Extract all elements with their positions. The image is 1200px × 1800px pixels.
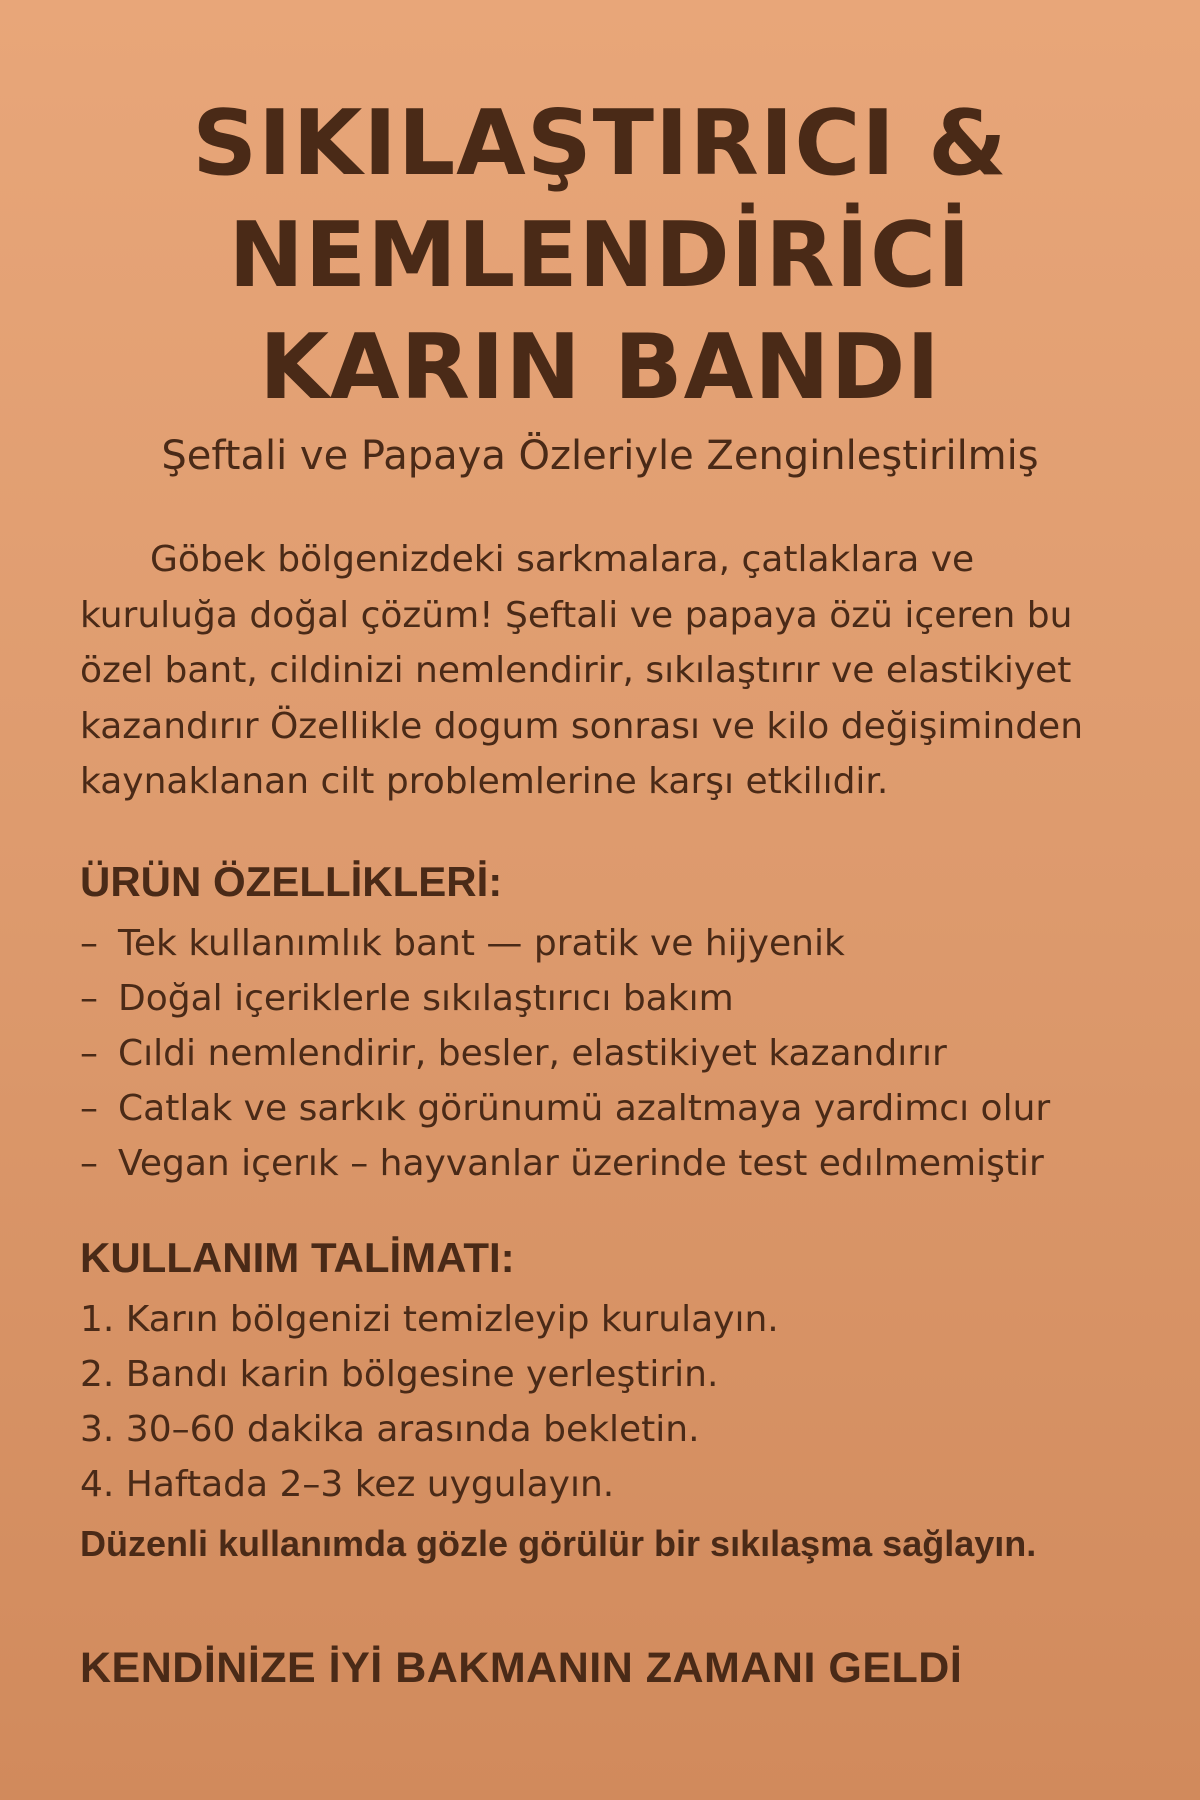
usage-step: 4. Haftada 2–3 kez uygulayın. xyxy=(80,1464,615,1505)
feature-item xyxy=(80,1136,1050,1191)
feature-item xyxy=(80,971,1050,1026)
bullet-dash: – xyxy=(80,1033,98,1074)
feature-text: Vegan içerık – hayvanlar üzerinde test edılmemiştir xyxy=(118,1143,1044,1184)
product-subtitle: Şeftali ve Papaya Özleriyle Zenginleştirilmiş xyxy=(161,433,1039,479)
feature-item xyxy=(80,1026,1050,1081)
product-description: Göbek bölgenizdeki sarkmalara, çatlaklara ve kuruluğa doğal çözüm! Şeftali ve papaya özü içeren bu özel bant, cildinizi nemlendirir, sıkılaştırır ve elastikiyet kazandırır Özellikle dogum sonrası ve kilo değişiminden kaynaklanan cilt problemlerine karşı etkilıdir. xyxy=(80,539,1084,802)
bullet-dash: – xyxy=(80,1143,98,1184)
feature-text: Tek kullanımlık bant — pratik ve hijyenik xyxy=(118,923,845,964)
usage-step: 1. Karın bölgenizi temizleyip kurulayın. xyxy=(80,1299,779,1340)
product-title-line-3: KARIN BANDI xyxy=(259,315,941,420)
features-heading: ÜRÜN ÖZELLİKLERİ: xyxy=(80,858,503,905)
feature-text: Cıldi nemlendirir, besler, elastikiyet kazandırır xyxy=(118,1033,947,1074)
feature-text: Doğal içeriklerle sıkılaştırıcı bakım xyxy=(118,978,734,1019)
product-title xyxy=(0,88,1200,424)
product-title-line-2: NEMLENDİRİCİ xyxy=(228,203,972,308)
product-title-line-1: SIKILAŞTIRICI & xyxy=(192,91,1008,196)
usage-steps-list xyxy=(80,1292,779,1512)
bullet-dash: – xyxy=(80,1088,98,1129)
usage-heading: KULLANIM TALİMATI: xyxy=(80,1234,515,1281)
tagline: KENDİNİZE İYİ BAKMANIN ZAMANI GELDİ xyxy=(80,1644,963,1692)
feature-item xyxy=(80,916,1050,971)
feature-item xyxy=(80,1081,1050,1136)
bullet-dash: – xyxy=(80,978,98,1019)
usage-step: 2. Bandı karin bölgesine yerleştirin. xyxy=(80,1354,719,1395)
feature-text: Catlak ve sarkık görünumü azaltmaya yardimcı olur xyxy=(118,1088,1051,1129)
usage-closing-note: Düzenli kullanımda gözle görülür bir sıkılaşma sağlayın. xyxy=(80,1523,1037,1564)
usage-step: 3. 30–60 dakika arasında bekletin. xyxy=(80,1409,700,1450)
features-list xyxy=(80,916,1050,1191)
bullet-dash: – xyxy=(80,923,98,964)
